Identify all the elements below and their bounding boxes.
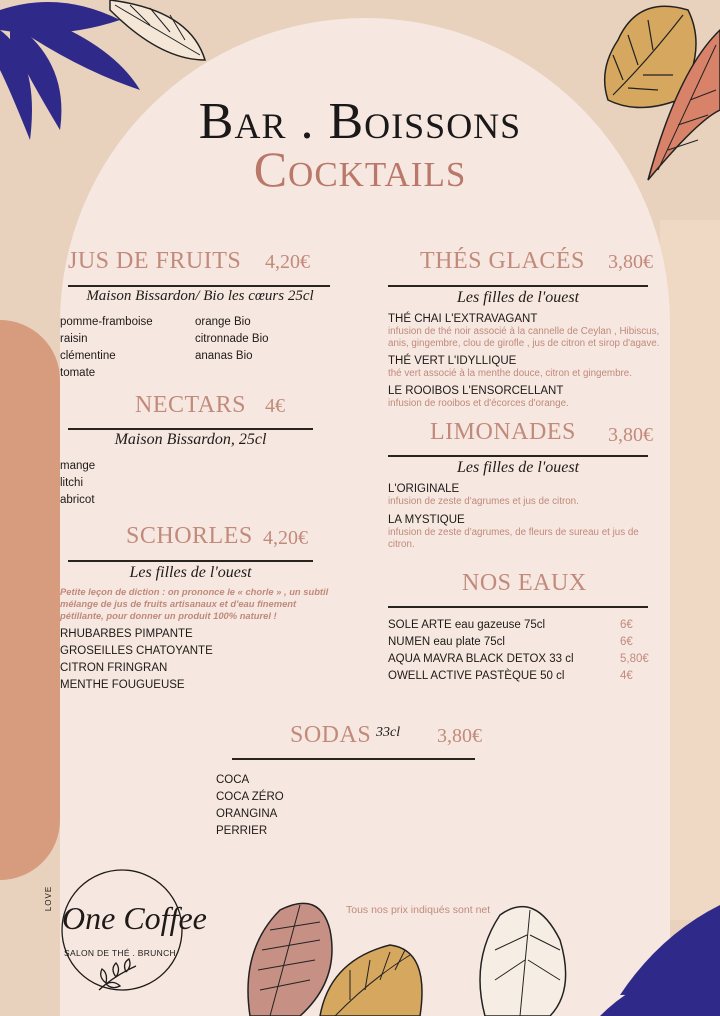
divider	[232, 758, 475, 760]
list-item: THÉ VERT L'IDYLLIQUE	[388, 355, 517, 367]
logo	[44, 858, 207, 998]
price-sodas: 3,80€	[437, 725, 482, 747]
divider	[388, 285, 648, 287]
leaf-bottom-right-icon	[600, 895, 720, 1016]
sodas-size: 33cl	[376, 725, 401, 740]
list-item: LA MYSTIQUE	[388, 514, 465, 526]
item-price: 4€	[620, 670, 633, 682]
page-title: Bar . Boissons	[198, 93, 522, 150]
divider	[68, 428, 313, 430]
section-title-sodas: SODAS	[290, 722, 372, 748]
item-description: infusion de thé noir associé à la cannelle de Ceylan , Hibiscus, anis, gingembre, clou de girofle , jus de citron et sirop d'agave.	[388, 326, 660, 349]
price-note: Tous nos prix indiqués sont net	[346, 904, 491, 916]
divider	[388, 606, 648, 608]
item-description: infusion de zeste d'agrumes et jus de citron.	[388, 496, 579, 507]
list-item: ananas Bio	[195, 350, 253, 362]
subtitle-jus: Maison Bissardon/ Bio les cœurs 25cl	[86, 288, 314, 304]
list-item	[388, 668, 668, 685]
page-subtitle: Cocktails	[253, 141, 467, 197]
schorles-note: Petite leçon de diction : on prononce le « chorle » , un subtil mélange de jus de fruits artisanaux et d'eau finement pétillante, pour donner un produit 100% naturel !	[60, 586, 329, 621]
background-stripe	[0, 320, 60, 880]
list-item: COCA ZÉRO	[216, 791, 284, 803]
section-title-eaux: NOS EAUX	[462, 570, 587, 596]
item-description: infusion de zeste d'agrumes, de fleurs de sureau et jus de citron.	[388, 527, 639, 550]
list-item: mange	[60, 460, 96, 472]
price-nectars: 4€	[265, 395, 285, 417]
section-title-schorles: SCHORLES	[126, 523, 253, 549]
price-schorles: 4,20€	[263, 527, 308, 549]
list-item: raisin	[60, 333, 88, 345]
limonades-list	[388, 482, 658, 551]
list-item	[388, 634, 668, 651]
item-name: SOLE ARTE eau gazeuse 75cl	[388, 619, 546, 631]
list-item: litchi	[60, 477, 84, 489]
item-description: thé vert associé à la menthe douce, citron et gingembre.	[388, 368, 632, 379]
list-item: pomme-framboise	[60, 316, 153, 328]
divider	[68, 285, 330, 287]
item-price: 6€	[620, 636, 633, 648]
section-title-jus: JUS DE FRUITS	[68, 248, 242, 274]
section-title-limonades: LIMONADES	[430, 419, 576, 445]
list-item: orange Bio	[195, 316, 251, 328]
item-price: 5,80€	[620, 653, 649, 665]
subtitle-schorles: Les filles de l'ouest	[129, 564, 252, 581]
list-item: abricot	[60, 494, 95, 506]
list-item: THÉ CHAI L'EXTRAVAGANT	[388, 313, 538, 325]
list-item	[388, 617, 668, 634]
list-item: GROSEILLES CHATOYANTE	[60, 645, 213, 657]
sodas-list	[216, 772, 284, 840]
item-description: infusion de rooibos et d'écorces d'orange.	[388, 398, 569, 409]
item-price: 6€	[620, 619, 633, 631]
divider	[388, 455, 648, 457]
subtitle-nectars: Maison Bissardon, 25cl	[114, 431, 267, 448]
logo-tagline: SALON DE THÉ . BRUNCH	[64, 948, 176, 958]
list-item: ORANGINA	[216, 808, 278, 820]
item-name: OWELL ACTIVE PASTÈQUE 50 cl	[388, 670, 565, 682]
divider	[68, 560, 313, 562]
nectars-list	[60, 458, 95, 509]
list-item: COCA	[216, 774, 250, 786]
list-item: L'ORIGINALE	[388, 483, 460, 495]
price-limonades: 3,80€	[608, 424, 653, 446]
thes-list	[388, 312, 673, 410]
list-item: LE ROOIBOS L'ENSORCELLANT	[388, 385, 564, 397]
list-item: clémentine	[60, 350, 116, 362]
jus-list-col1	[60, 314, 153, 382]
section-title-thes: THÉS GLACÉS	[420, 248, 585, 274]
list-item: tomate	[60, 367, 96, 379]
section-title-nectars: NECTARS	[135, 392, 246, 418]
list-item: RHUBARBES PIMPANTE	[60, 628, 193, 640]
list-item: CITRON FRINGRAN	[60, 662, 168, 674]
schorles-list	[60, 626, 213, 694]
list-item	[388, 651, 668, 668]
logo-main-text: One Coffee	[62, 900, 207, 936]
price-thes: 3,80€	[608, 251, 653, 273]
item-name: AQUA MAVRA BLACK DETOX 33 cl	[388, 653, 574, 665]
price-jus: 4,20€	[265, 251, 310, 273]
list-item: citronnade Bio	[195, 333, 269, 345]
eaux-list	[388, 617, 668, 685]
item-name: NUMEN eau plate 75cl	[388, 636, 505, 648]
list-item: PERRIER	[216, 825, 268, 837]
subtitle-thes: Les filles de l'ouest	[456, 289, 580, 306]
subtitle-limonades: Les filles de l'ouest	[456, 459, 580, 476]
logo-small-text: LOVE	[44, 885, 54, 912]
list-item: MENTHE FOUGUEUSE	[60, 679, 185, 691]
jus-list-col2	[195, 314, 269, 365]
